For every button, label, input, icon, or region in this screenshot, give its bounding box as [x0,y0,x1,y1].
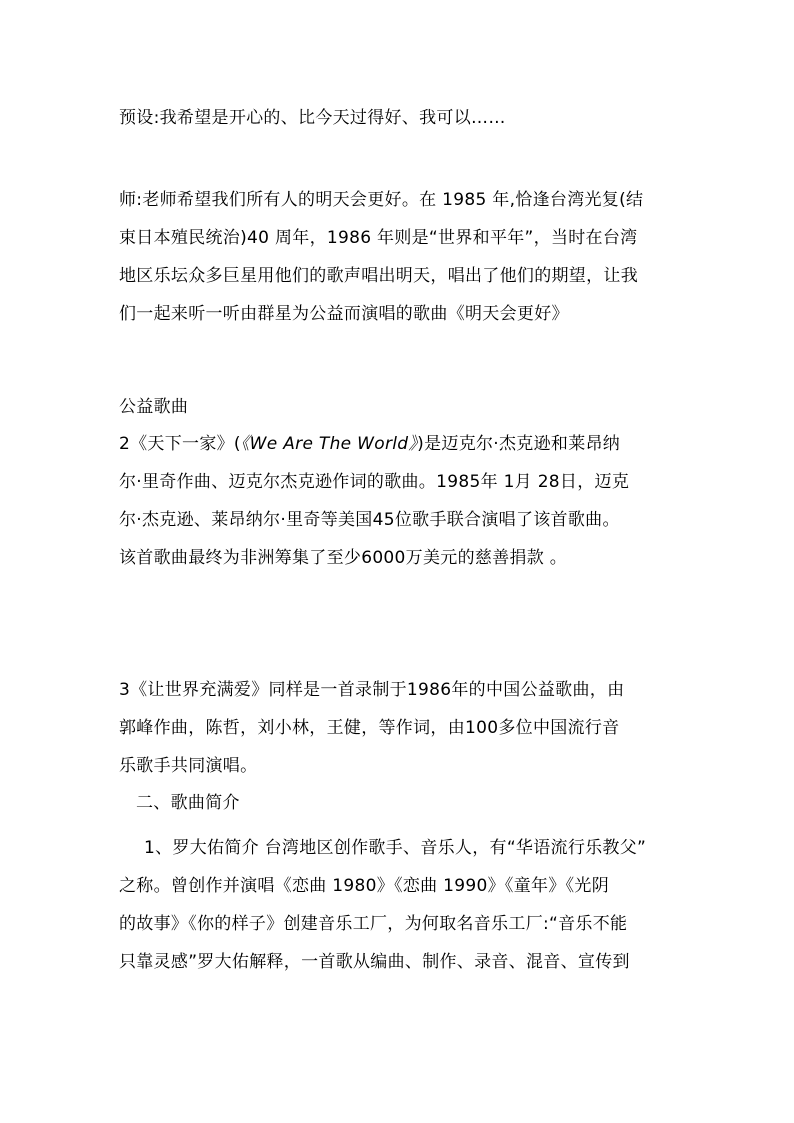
let-world-love-line-1: 3《让世界充满爱》同样是一首录制于1986年的中国公益歌曲，由 [119,680,625,700]
teacher-line-2: 束日本殖民统治)40 周年，1986 年则是“世界和平年”，当时在台湾 [119,228,638,248]
presupposition-line: 预设:我希望是开心的、比今天过得好、我可以…… [119,108,506,128]
teacher-line-1: 师:老师希望我们所有人的明天会更好。在 1985 年,恰逢台湾光复(结 [119,190,644,210]
let-world-love-line-3: 乐歌手共同演唱。 [119,756,258,776]
luo-dayou-line-3: 的故事》《你的样子》创建音乐工厂，为何取名音乐工厂:“音乐不能 [119,914,628,934]
luo-dayou-line-4: 只靠灵感”罗大佑解释，一首歌从编曲、制作、录音、混音、宣传到 [119,952,630,972]
teacher-line-3: 地区乐坛众多巨星用他们的歌声唱出明天，唱出了他们的期望，让我 [119,266,638,286]
luo-dayou-line-2: 之称。曾创作并演唱《恋曲 1980》《恋曲 1990》《童年》《光阴 [119,876,610,896]
we-are-the-world-line-3: 尔·杰克逊、莱昂纳尔·里奇等美国45位歌手联合演唱了该首歌曲。 [119,510,620,530]
section-two-heading: 二、歌曲简介 [136,793,240,813]
luo-dayou-line-1: 1、罗大佑简介 台湾地区创作歌手、音乐人，有“华语流行乐教父” [144,838,647,858]
we-are-the-world-suffix: )是迈克尔·杰克逊和莱昂纳 [417,434,621,454]
let-world-love-line-2: 郭峰作曲，陈哲，刘小林，王健，等作词，由100多位中国流行音 [119,718,620,738]
charity-songs-heading: 公益歌曲 [119,397,189,417]
we-are-the-world-english-title: 《We Are The World》 [240,434,418,454]
we-are-the-world-line-1 [119,434,620,454]
we-are-the-world-prefix: 2《天下一家》( [119,434,241,454]
teacher-line-4: 们一起来听一听由群星为公益而演唱的歌曲《明天会更好》 [119,304,569,324]
we-are-the-world-line-4: 该首歌曲最终为非洲筹集了至少6000万美元的慈善捐款 。 [119,548,568,568]
we-are-the-world-line-2: 尔·里奇作曲、迈克尔杰克逊作词的歌曲。1985年 1月 28日，迈克 [119,472,630,492]
